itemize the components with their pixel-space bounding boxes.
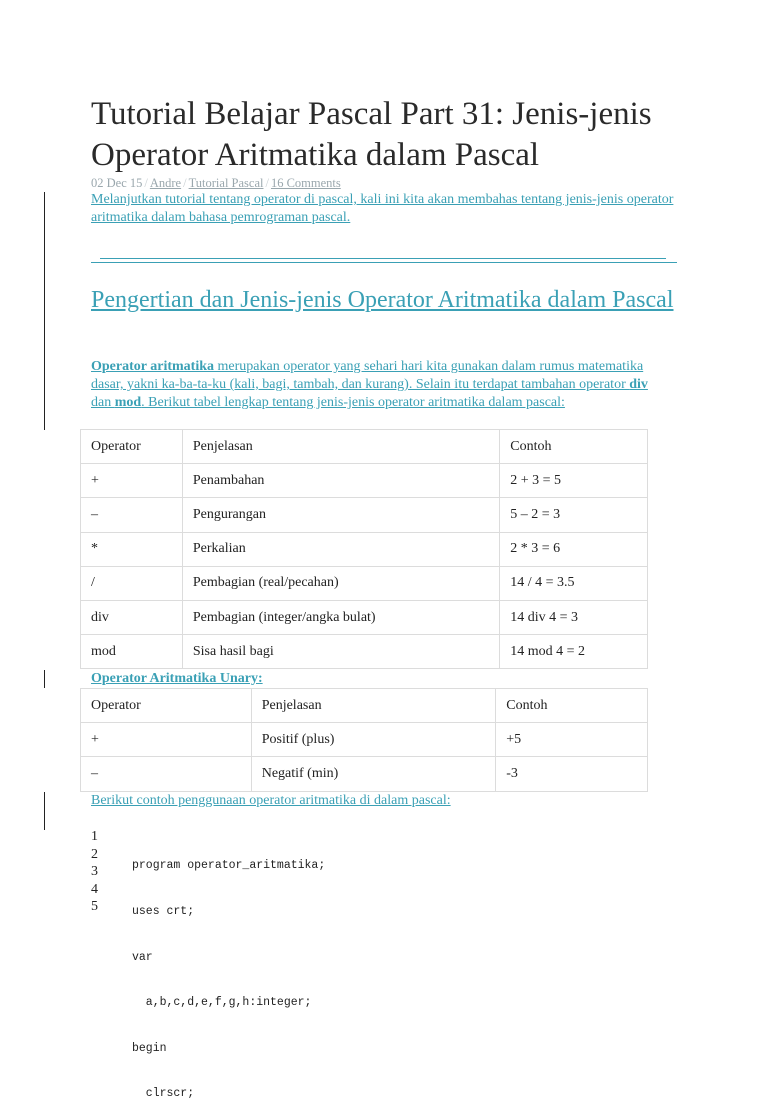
code-block xyxy=(132,828,325,1117)
line-number: 2 xyxy=(91,846,98,862)
intro-paragraph[interactable]: Melanjutkan tutorial tentang operator di pascal, kali ini kita akan membahas tentang jenis-jenis operator aritmatika dalam bahasa pemrograman pascal. xyxy=(91,192,674,225)
example-cell: 14 mod 4 = 2 xyxy=(500,635,648,669)
description-cell: Pengurangan xyxy=(182,498,499,532)
term-mod: mod xyxy=(114,395,142,410)
line-number: 5 xyxy=(91,899,98,914)
line-number: 4 xyxy=(91,881,98,897)
header-cell: Operator xyxy=(81,430,183,464)
post-date: 02 Dec 15 xyxy=(91,176,143,190)
unary-table xyxy=(80,688,648,792)
line-number: 3 xyxy=(91,864,98,879)
unary-heading[interactable]: Operator Aritmatika Unary: xyxy=(91,671,263,686)
code-line: begin xyxy=(132,1041,167,1055)
code-line: program operator_aritmatika; xyxy=(132,859,326,873)
code-line: uses crt; xyxy=(132,905,195,919)
operator-cell: * xyxy=(81,532,183,566)
table-row xyxy=(81,532,648,566)
author-link[interactable]: Andre xyxy=(149,176,182,190)
operator-cell: mod xyxy=(81,635,183,669)
para-text: merupakan operator yang sehari hari kita gunakan dalam rumus matematika dasar, yakni ka-ba-ta-ku (kali, bagi, tambah, dan kurang). Selain itu terdapat tambahan operator xyxy=(91,359,644,392)
example-cell: 2 * 3 = 6 xyxy=(500,532,648,566)
operator-cell: + xyxy=(81,723,252,757)
divider-line xyxy=(91,262,677,263)
table-header-row xyxy=(81,689,648,723)
example-cell: +5 xyxy=(496,723,648,757)
description-cell: Pembagian (real/pecahan) xyxy=(182,566,499,600)
section-heading[interactable]: Pengertian dan Jenis-jenis Operator Aritmatika dalam Pascal xyxy=(91,287,674,313)
description-cell: Negatif (min) xyxy=(251,757,496,791)
operator-table xyxy=(80,429,648,669)
operator-cell: div xyxy=(81,600,183,634)
term-div: div xyxy=(629,377,648,392)
operator-cell: / xyxy=(81,566,183,600)
example-cell: 2 + 3 = 5 xyxy=(500,464,648,498)
margin-marker xyxy=(44,670,45,688)
line-numbers xyxy=(91,828,98,916)
example-cell: 14 div 4 = 3 xyxy=(500,600,648,634)
table-row xyxy=(81,600,648,634)
description-cell: Penambahan xyxy=(182,464,499,498)
category-link[interactable]: Tutorial Pascal xyxy=(188,176,264,190)
example-cell: 14 / 4 = 3.5 xyxy=(500,566,648,600)
code-line: clrscr; xyxy=(132,1087,195,1101)
term-operator-aritmatika: Operator aritmatika xyxy=(91,359,214,374)
description-cell: Sisa hasil bagi xyxy=(182,635,499,669)
example-cell: 5 – 2 = 3 xyxy=(500,498,648,532)
table-row xyxy=(81,464,648,498)
para-text: . Berikut tabel lengkap tentang jenis-jenis operator aritmatika dalam pascal: xyxy=(141,395,565,410)
section-paragraph[interactable] xyxy=(91,358,671,412)
comments-link[interactable]: 16 Comments xyxy=(270,176,341,190)
operator-cell: + xyxy=(81,464,183,498)
divider-line xyxy=(100,258,666,259)
code-line: a,b,c,d,e,f,g,h:integer; xyxy=(132,996,312,1010)
header-cell: Penjelasan xyxy=(251,689,496,723)
header-cell: Penjelasan xyxy=(182,430,499,464)
table-header-row xyxy=(81,430,648,464)
table-row xyxy=(81,498,648,532)
para-text: dan xyxy=(91,395,115,410)
header-cell: Contoh xyxy=(500,430,648,464)
description-cell: Pembagian (integer/angka bulat) xyxy=(182,600,499,634)
example-intro[interactable]: Berikut contoh penggunaan operator aritmatika di dalam pascal: xyxy=(91,793,451,808)
table-row xyxy=(81,635,648,669)
post-meta: 02 Dec 15 / Andre / Tutorial Pascal / 16 Comments xyxy=(91,176,341,190)
line-number: 1 xyxy=(91,829,98,844)
description-cell: Perkalian xyxy=(182,532,499,566)
code-line: var xyxy=(132,950,153,964)
operator-cell: – xyxy=(81,498,183,532)
table-row xyxy=(81,566,648,600)
table-row xyxy=(81,723,648,757)
example-cell: -3 xyxy=(496,757,648,791)
header-cell: Contoh xyxy=(496,689,648,723)
operator-cell: – xyxy=(81,757,252,791)
article-title: Tutorial Belajar Pascal Part 31: Jenis-jenis Operator Aritmatika dalam Pascal xyxy=(91,96,652,173)
margin-marker xyxy=(44,792,45,830)
description-cell: Positif (plus) xyxy=(251,723,496,757)
margin-marker xyxy=(44,192,45,430)
table-row xyxy=(81,757,648,791)
header-cell: Operator xyxy=(81,689,252,723)
